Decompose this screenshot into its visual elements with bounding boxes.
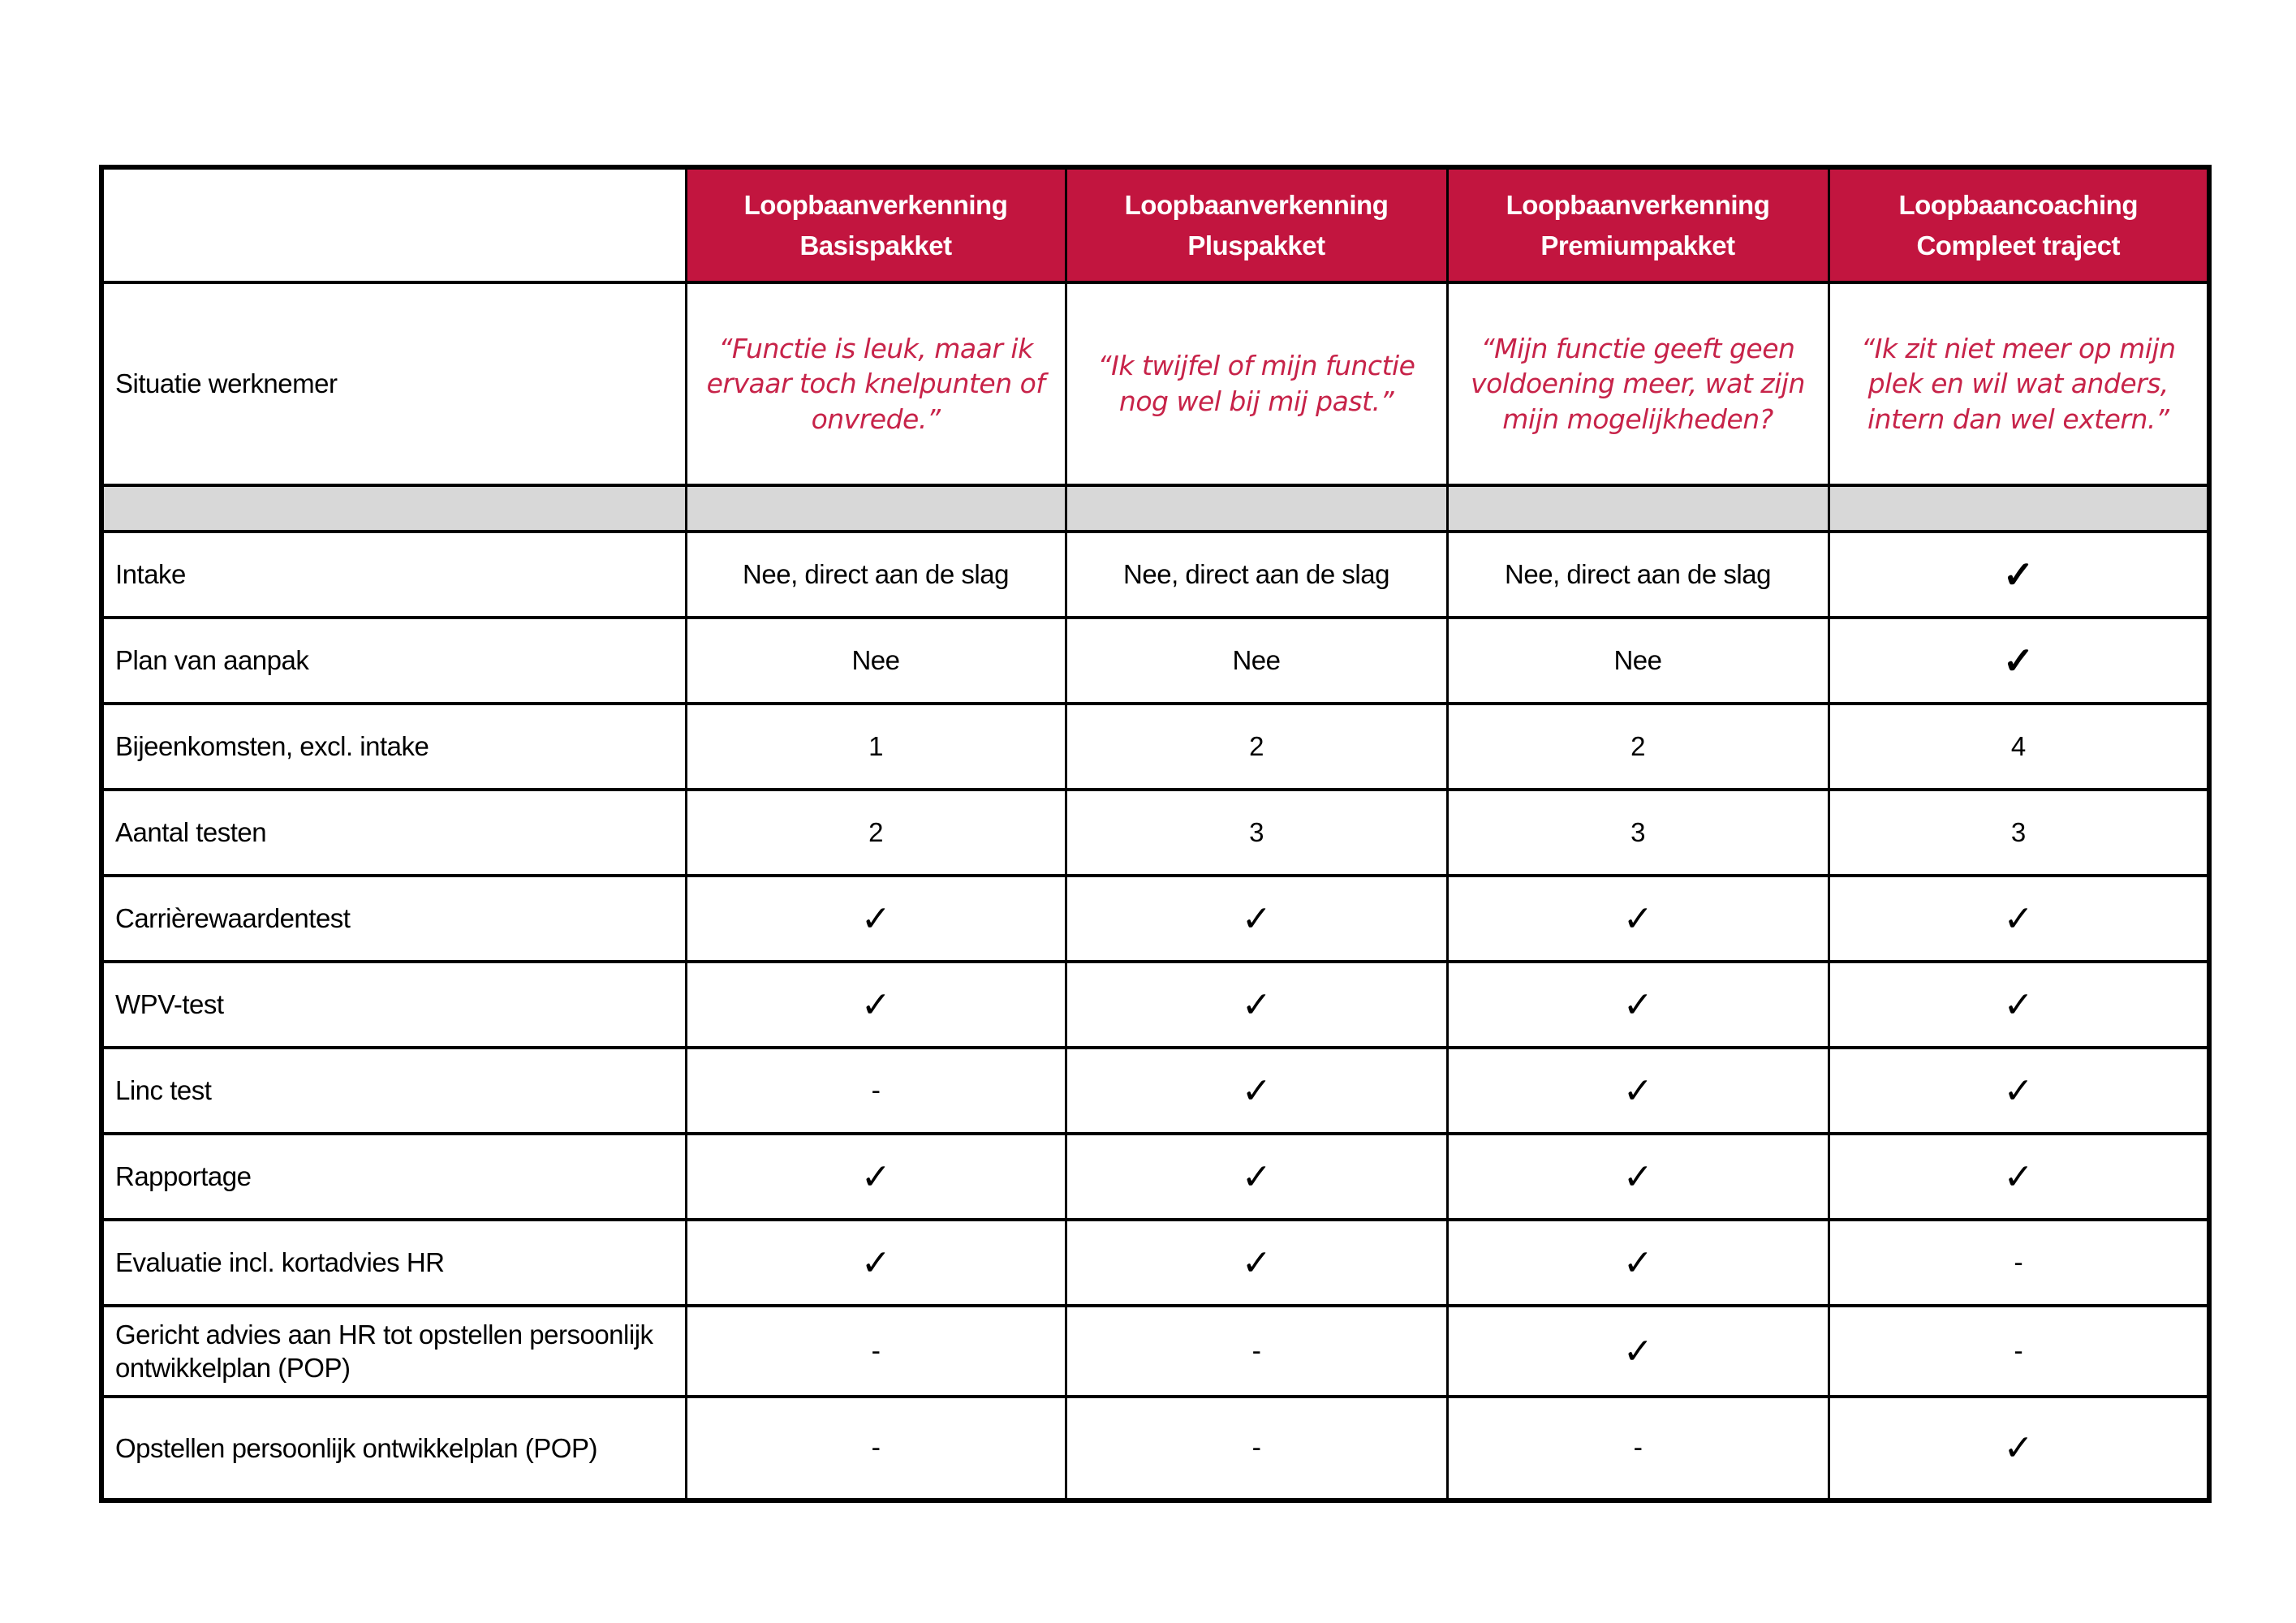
check-icon: ✓ [1622,898,1653,939]
comparison-table [99,165,2212,1503]
cell [1829,1134,2209,1220]
cell: 3 [1447,790,1829,876]
package-header-compleet-traject [1829,167,2209,282]
cell: Nee, direct aan de slag [686,532,1066,618]
cell [1829,1220,2209,1306]
row-label: Plan van aanpak [101,618,686,704]
cell: 2 [686,790,1066,876]
table-row-linc-test [101,1048,2209,1134]
cell [1447,1220,1829,1306]
check-icon: ✓ [1622,984,1653,1025]
check-icon: ✓ [1622,1070,1653,1111]
header-row [101,167,2209,282]
dash: - [1251,1335,1261,1367]
check-icon: ✓ [1241,1156,1272,1197]
row-label: Carrièrewaardentest [101,876,686,962]
cell [686,1397,1066,1500]
check-icon: ✓ [860,898,891,939]
table-row-intake [101,532,2209,618]
cell [1066,1134,1447,1220]
package-header-pluspakket [1066,167,1447,282]
cell [1066,1306,1447,1397]
dash: - [871,1074,881,1106]
quote-pluspakket: “Ik twijfel of mijn functie nog wel bij mij past.” [1066,282,1447,485]
header-line2: Compleet traject [1916,230,2121,260]
check-icon: ✓ [2003,1428,2033,1468]
table-row-evaluatie [101,1220,2209,1306]
cell: 2 [1447,704,1829,790]
cell [1829,1048,2209,1134]
cell: 3 [1829,790,2209,876]
table-row-wpv-test [101,962,2209,1048]
cell [1066,1220,1447,1306]
cell: 4 [1829,704,2209,790]
cell [1829,532,2209,618]
check-icon: ✓ [2003,984,2033,1025]
row-label: Rapportage [101,1134,686,1220]
cell [686,1220,1066,1306]
table-row-opstellen-pop [101,1397,2209,1500]
dash: - [871,1335,881,1367]
check-icon: ✓ [860,1242,891,1283]
row-label: Evaluatie incl. kortadvies HR [101,1220,686,1306]
check-icon: ✓ [1622,1331,1653,1371]
table-row-bijeenkomsten [101,704,2209,790]
separator-cell [1066,485,1447,532]
cell: Nee [1066,618,1447,704]
quote-premiumpakket: “Mijn functie geeft geen voldoening meer, wat zijn mijn mogelijkheden? [1447,282,1829,485]
cell [1066,1048,1447,1134]
check-icon: ✓ [2003,898,2033,939]
row-label: WPV-test [101,962,686,1048]
check-icon: ✓ [1241,1242,1272,1283]
cell [1066,1397,1447,1500]
package-header-premiumpakket [1447,167,1829,282]
check-icon: ✓ [1241,898,1272,939]
header-line2: Pluspakket [1187,230,1325,260]
cell [1447,962,1829,1048]
table-row-aantal-testen [101,790,2209,876]
cell [686,962,1066,1048]
cell [1066,962,1447,1048]
dash: - [1633,1432,1643,1463]
cell [686,1306,1066,1397]
row-label: Linc test [101,1048,686,1134]
row-label: Situatie werknemer [101,282,686,485]
cell [1829,1397,2209,1500]
header-line1: Loopbaanverkenning [1506,190,1770,220]
check-icon: ✓ [2002,639,2034,682]
cell [686,876,1066,962]
cell [1829,876,2209,962]
cell: Nee, direct aan de slag [1447,532,1829,618]
dash: - [2014,1335,2023,1367]
cell [1447,1048,1829,1134]
situatie-row [101,282,2209,485]
separator-cell [1829,485,2209,532]
dash: - [871,1432,881,1463]
cell [686,1134,1066,1220]
cell [1829,1306,2209,1397]
check-icon: ✓ [2002,553,2034,596]
cell: 3 [1066,790,1447,876]
check-icon: ✓ [1622,1242,1653,1283]
dash: - [2014,1246,2023,1278]
check-icon: ✓ [2003,1156,2033,1197]
cell [1447,1397,1829,1500]
header-line1: Loopbaancoaching [1898,190,2138,220]
cell: 2 [1066,704,1447,790]
row-label: Gericht advies aan HR tot opstellen persoonlijk ontwikkelplan (POP) [101,1306,686,1397]
cell: Nee, direct aan de slag [1066,532,1447,618]
header-line2: Basispakket [799,230,952,260]
package-header-basispakket [686,167,1066,282]
cell [686,1048,1066,1134]
separator-cell [686,485,1066,532]
corner-cell [101,167,686,282]
quote-compleet-traject: “Ik zit niet meer op mijn plek en wil wat anders, intern dan wel extern.” [1829,282,2209,485]
cell: Nee [686,618,1066,704]
check-icon: ✓ [860,984,891,1025]
dash: - [1251,1432,1261,1463]
quote-basispakket: “Functie is leuk, maar ik ervaar toch knelpunten of onvrede.” [686,282,1066,485]
table-row-gericht-advies [101,1306,2209,1397]
cell [1447,876,1829,962]
cell [1447,1134,1829,1220]
cell [1829,962,2209,1048]
header-line1: Loopbaanverkenning [743,190,1008,220]
header-line2: Premiumpakket [1540,230,1735,260]
row-label: Opstellen persoonlijk ontwikkelplan (POP) [101,1397,686,1500]
cell [1066,876,1447,962]
cell [1447,1306,1829,1397]
table-row-rapportage [101,1134,2209,1220]
cell [1829,618,2209,704]
check-icon: ✓ [1241,984,1272,1025]
row-label: Aantal testen [101,790,686,876]
table-row-carrierewaardentest [101,876,2209,962]
row-label: Bijeenkomsten, excl. intake [101,704,686,790]
header-line1: Loopbaanverkenning [1124,190,1389,220]
separator-cell [1447,485,1829,532]
table-row-plan-van-aanpak [101,618,2209,704]
separator-cell [101,485,686,532]
check-icon: ✓ [2003,1070,2033,1111]
cell: Nee [1447,618,1829,704]
row-label: Intake [101,532,686,618]
check-icon: ✓ [1622,1156,1653,1197]
check-icon: ✓ [1241,1070,1272,1111]
separator-row [101,485,2209,532]
check-icon: ✓ [860,1156,891,1197]
cell: 1 [686,704,1066,790]
